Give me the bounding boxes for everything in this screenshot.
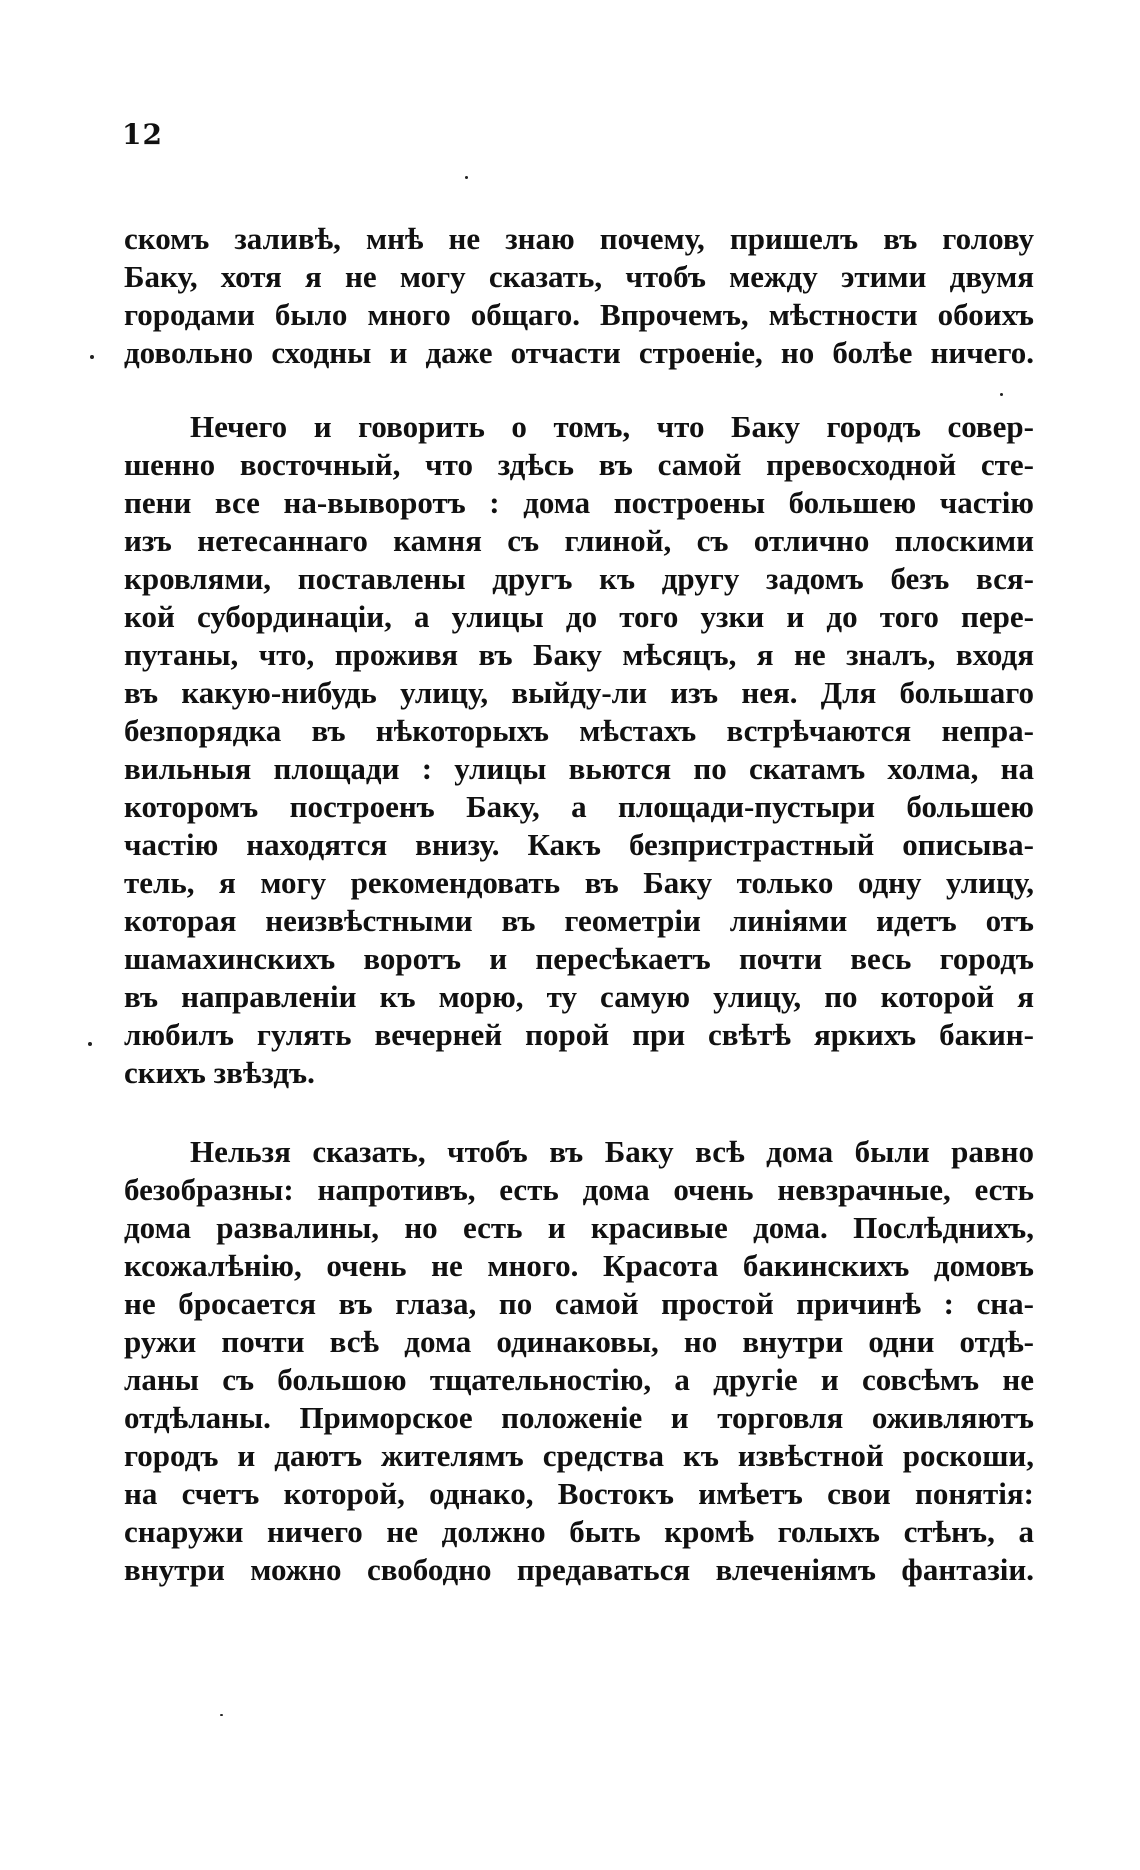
text-line: на счетъ которой, однако, Востокъ имѣетъ свои понятія: <box>124 1476 1034 1511</box>
text-line: безобразны: напротивъ, есть дома очень невзрачные, есть <box>124 1172 1034 1207</box>
text-line: изъ нетесаннаго камня съ глиной, съ отлично плоскими <box>124 523 1034 558</box>
text-line: пени все на-выворотъ : дома построены большею частію <box>124 485 1034 520</box>
text-line: городами было много общаго. Впрочемъ, мѣстности обоихъ <box>124 297 1034 332</box>
print-speck <box>90 355 94 359</box>
text-line: безпорядка въ нѣкоторыхъ мѣстахъ встрѣчаются непра- <box>124 713 1034 748</box>
paragraph-1 <box>124 220 1034 372</box>
text-line: любилъ гулять вечерней порой при свѣтѣ яркихъ бакин- <box>124 1017 1034 1052</box>
text-line: внутри можно свободно предаваться влеченіямъ фантазіи. <box>124 1552 1034 1587</box>
print-speck <box>465 176 468 179</box>
text-line: кой субординаціи, а улицы до того узки и до того пере- <box>124 599 1034 634</box>
text-line: шенно восточный, что здѣсь въ самой превосходной сте- <box>124 447 1034 482</box>
text-line: не бросается въ глаза, по самой простой причинѣ : сна- <box>124 1286 1034 1321</box>
text-line: снаружи ничего не должно быть кромѣ голыхъ стѣнъ, а <box>124 1514 1034 1549</box>
text-line: шамахинскихъ воротъ и пересѣкаетъ почти весь городъ <box>124 941 1034 976</box>
text-line: въ какую-нибудь улицу, выйду-ли изъ нея. Для большаго <box>124 675 1034 710</box>
text-line: скихъ звѣздъ. <box>124 1055 315 1090</box>
paragraph-2 <box>124 408 1034 1092</box>
print-speck <box>220 1714 223 1716</box>
text-line: Нечего и говорить о томъ, что Баку городъ совер- <box>190 409 1034 444</box>
text-line: кровлями, поставлены другъ къ другу задомъ безъ вся- <box>124 561 1034 596</box>
page-number: 12 <box>122 118 163 151</box>
text-line: отдѣланы. Приморское положеніе и торговля оживляютъ <box>124 1400 1034 1435</box>
text-line: дома развалины, но есть и красивые дома. Послѣднихъ, <box>124 1210 1034 1245</box>
text-line: частію находятся внизу. Какъ безпристрастный описыва- <box>124 827 1034 862</box>
paragraph-3 <box>124 1133 1034 1589</box>
text-line: въ направленіи къ морю, ту самую улицу, по которой я <box>124 979 1034 1014</box>
text-line: которая неизвѣстными въ геометріи линіями идетъ отъ <box>124 903 1034 938</box>
text-line: вильныя площади : улицы вьются по скатамъ холма, на <box>124 751 1034 786</box>
text-line: тель, я могу рекомендовать въ Баку только одну улицу, <box>124 865 1034 900</box>
print-speck <box>1000 393 1003 396</box>
text-line: скомъ заливѣ, мнѣ не знаю почему, пришелъ въ голову <box>124 221 1034 256</box>
text-line: Нельзя сказать, чтобъ въ Баку всѣ дома были равно <box>190 1134 1034 1169</box>
text-line: путаны, что, проживя въ Баку мѣсяцъ, я не зналъ, входя <box>124 637 1034 672</box>
text-line: Баку, хотя я не могу сказать, чтобъ между этими двумя <box>124 259 1034 294</box>
print-speck <box>88 1042 92 1046</box>
text-line: ксожалѣнію, очень не много. Красота бакинскихъ домовъ <box>124 1248 1034 1283</box>
text-line: довольно сходны и даже отчасти строеніе, но болѣе ничего. <box>124 335 1034 370</box>
text-line: которомъ построенъ Баку, а площади-пустыри большею <box>124 789 1034 824</box>
text-line: ланы съ большою тщательностію, а другіе и совсѣмъ не <box>124 1362 1034 1397</box>
text-line: городъ и даютъ жителямъ средства къ извѣстной роскоши, <box>124 1438 1034 1473</box>
text-line: ружи почти всѣ дома одинаковы, но внутри одни отдѣ- <box>124 1324 1034 1359</box>
